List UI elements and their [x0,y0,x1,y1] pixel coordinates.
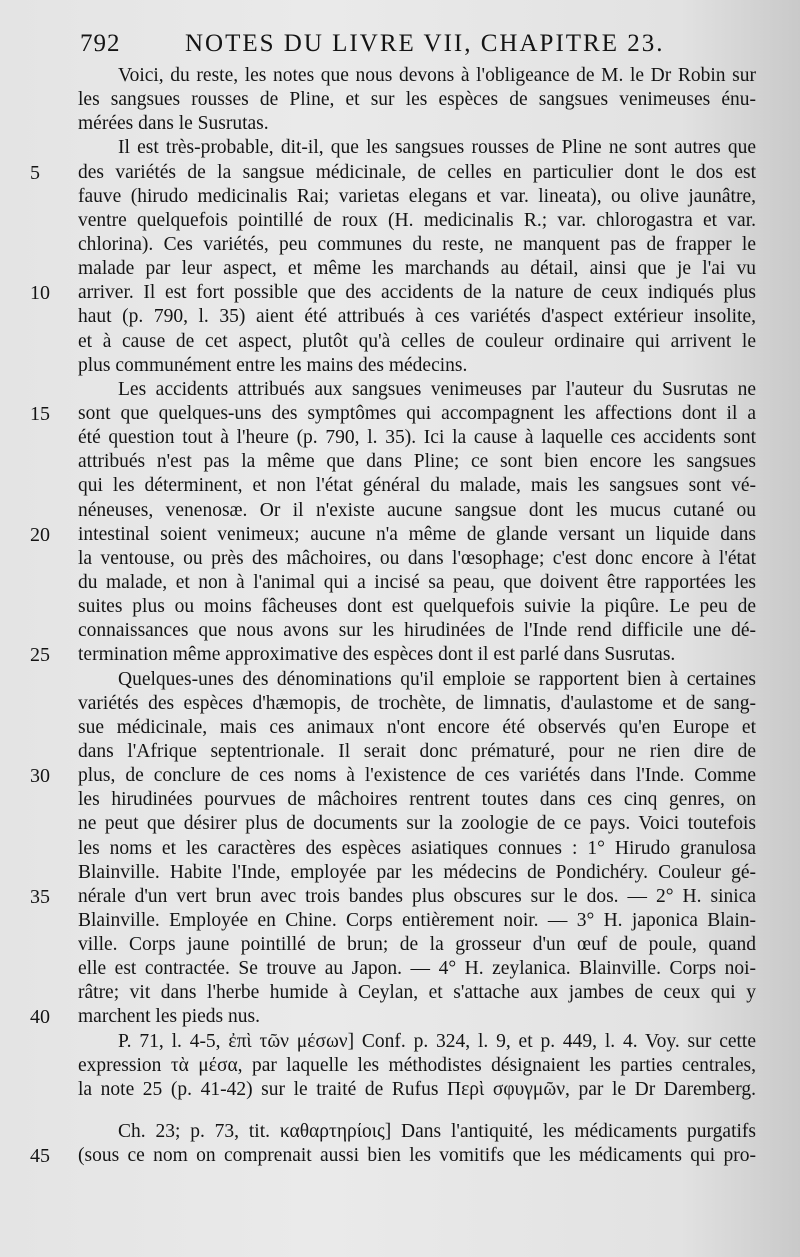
text-line [30,981,770,1005]
line-text: Blainville. Habite l'Inde, employée par les médecins de Pondichéry. Couleur gé- [78,861,756,883]
line-text: râtre; vit dans l'herbe humide à Ceylan, et s'attache aux jambes de ceux qui y [78,982,756,1004]
line-text: la note 25 (p. 41-42) sur le traité de Rufus Περὶ σφυγμῶν, par le Dr Daremberg. [78,1078,756,1100]
text-line [30,692,770,716]
line-text: intestinal soient venimeux; aucune n'a même de glande versant un liquide dans [78,523,756,545]
line-text: fauve (hirudo medicinalis Rai; varietas elegans et var. lineata), ou olive jaunâtre, [78,185,756,207]
text-line [30,547,770,571]
text-line [30,233,770,257]
line-text: expression τὰ μέσα, par laquelle les méthodistes désignaient les parties centrales, [78,1054,756,1076]
line-text: elle est contractée. Se trouve au Japon. — 4° H. zeylanica. Blainville. Corps noi- [78,958,756,980]
text-line [30,1054,770,1078]
line-number: 20 [30,523,50,546]
line-text: P. 71, l. 4-5, ἐπὶ τῶν μέσων] Conf. p. 324, l. 9, et p. 449, l. 4. Voy. sur cette [118,1030,756,1052]
text-line [30,185,770,209]
text-line [30,933,770,957]
line-number: 30 [30,765,50,788]
line-text: été question tout à l'heure (p. 790, l. 35). Ici la cause à laquelle ces accidents sont [78,427,756,449]
text-line [30,668,770,692]
text-line [30,499,770,523]
text-line [30,571,770,595]
line-text: du malade, et non à l'animal qui a incisé sa peau, que doivent être rapportées les [78,571,756,593]
line-text: et à cause de cet aspect, plutôt qu'à celles de couleur ordinaire qui arrivent le [78,330,756,352]
line-text: arriver. Il est fort possible que des accidents de la nature de ceux indiqués plus [78,282,756,304]
text-line [30,861,770,885]
line-text: ville. Corps jaune pointillé de brun; de la grosseur d'un œuf de poule, quand [78,934,756,956]
line-number: 45 [30,1145,50,1168]
line-number: 10 [30,282,50,305]
line-text: attribués n'est pas la même que dans Pline; ce sont bien encore les sangsues [78,451,756,473]
line-text: malade par leur aspect, et même les marchands au détail, ainsi que je l'ai vu [78,258,756,280]
line-text: sont que quelques-uns des symptômes qui accompagnent les affections dont il a [78,402,756,424]
line-text: marchent les pieds nus. [78,1006,260,1028]
text-line [30,136,770,160]
line-text: dans l'Afrique septentrionale. Il serait donc prématuré, pour ne rien dire de [78,740,756,762]
text-line [30,716,770,740]
text-line [30,88,770,112]
line-text: mérées dans le Susrutas. [78,113,269,135]
line-text: ventre quelquefois pointillé de roux (H. medicinalis R.; var. chlorogastra et var. [78,209,756,231]
line-text: connaissances que nous avons sur les hirudinées de l'Inde rend difficile une dé- [78,620,756,642]
text-line [30,402,770,426]
line-text: Les accidents attribués aux sangsues venimeuses par l'auteur du Susrutas ne [118,378,756,400]
page-number: 792 [80,30,121,57]
line-number: 40 [30,1006,50,1029]
text-line [30,788,770,812]
line-text: ne peut que désirer plus de documents sur la zoologie de ce pays. Voici toutefois [78,813,756,835]
line-number: 25 [30,644,50,667]
line-text: plus communément entre les mains des médecins. [78,354,468,376]
line-text: les hirudinées pourvues de mâchoires rentrent toutes dans ces cinq genres, on [78,789,756,811]
text-line [30,1078,770,1102]
text-line [30,885,770,909]
line-text: chlorina). Ces variétés, peu communes du reste, ne manquent pas de frapper le [78,233,756,255]
line-text: qui les déterminent, et non l'état général du malade, mais les sangsues sont vé- [78,475,756,497]
text-line [30,1120,770,1144]
text-line [30,426,770,450]
line-number: 5 [30,161,40,184]
line-text: Blainville. Employée en Chine. Corps entièrement noir. — 3° H. japonica Blain- [78,909,756,931]
line-text: nérale d'un vert brun avec trois bandes plus obscures sur le dos. — 2° H. sinica [78,885,756,907]
text-line [30,305,770,329]
line-text: sue médicinale, mais ces animaux n'ont encore été observés qu'en Europe et [78,716,756,738]
line-text: des variétés de la sangsue médicinale, de celles en particulier dont le dos est [78,161,756,183]
text-line [30,161,770,185]
text-line [30,354,770,378]
line-text: les noms et les caractères des espèces asiatiques connues : 1° Hirudo granulosa [78,837,756,859]
page-header [80,20,760,64]
text-line [30,64,770,88]
text-line [30,1030,770,1054]
section-gap [30,1102,770,1120]
line-text: suites plus ou moins fâcheuses dont est quelquefois suivie la piqûre. Le peu de [78,596,756,618]
text-line [30,812,770,836]
line-text: Ch. 23; p. 73, tit. καθαρτηρίοις] Dans l'antiquité, les médicaments purgatifs [118,1121,756,1143]
line-text: Il est très-probable, dit-il, que les sangsues rousses de Pline ne sont autres que [118,137,756,159]
running-head: NOTES DU LIVRE VII, CHAPITRE 23. [185,30,665,57]
line-number: 35 [30,885,50,908]
line-text: Quelques-unes des dénominations qu'il emploie se rapportent bien à certaines [118,668,756,690]
text-line [30,209,770,233]
text-line [30,595,770,619]
text-line [30,523,770,547]
text-line [30,257,770,281]
text-line [30,764,770,788]
text-line [30,450,770,474]
text-line [30,957,770,981]
line-text: (sous ce nom on comprenait aussi bien les vomitifs que les médicaments qui pro- [78,1145,756,1167]
line-text: haut (p. 790, l. 35) aient été attribués à ces variétés d'aspect extérieur insolite, [78,306,756,328]
text-line [30,281,770,305]
line-text: les sangsues rousses de Pline, et sur les espèces de sangsues venimeuses énu- [78,89,756,111]
line-text: termination même approximative des espèces dont il est parlé dans Susrutas. [78,644,676,666]
line-text: Voici, du reste, les notes que nous devons à l'obligeance de M. le Dr Robin sur [118,65,756,86]
text-line [30,1005,770,1029]
line-text: la ventouse, ou près des mâchoires, ou dans l'œsophage; c'est donc encore à l'état [78,547,756,569]
text-line [30,1144,770,1168]
text-line [30,474,770,498]
text-line [30,330,770,354]
line-number: 15 [30,402,50,425]
text-line [30,378,770,402]
line-text: variétés des espèces d'hæmopis, de trochète, de limnatis, d'aulastome et de sang- [78,692,756,714]
body-text [30,64,770,1168]
text-line [30,112,770,136]
text-line [30,643,770,667]
text-line [30,619,770,643]
text-line [30,837,770,861]
text-line [30,909,770,933]
text-line [30,740,770,764]
line-text: plus, de conclure de ces noms à l'existence de ces variétés dans l'Inde. Comme [78,765,756,787]
line-text: néneuses, venenosæ. Or il n'existe aucune sangsue dont les mucus cutané ou [78,499,756,521]
